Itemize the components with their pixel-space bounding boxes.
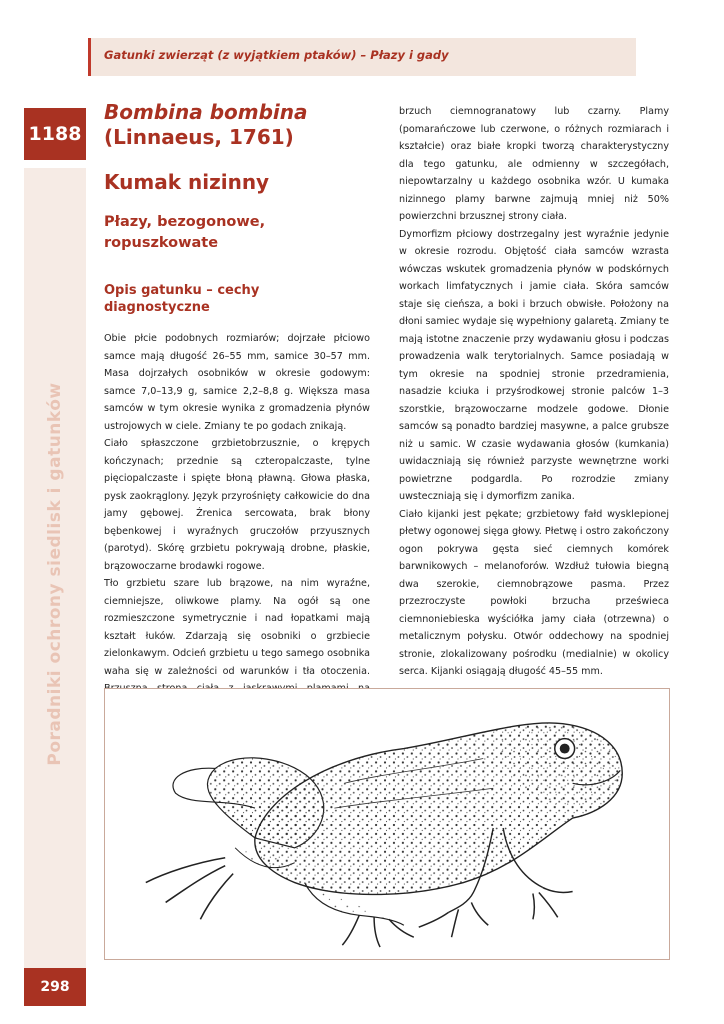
section-heading-description: Opis gatunku – cechy diagnostyczne: [104, 283, 260, 315]
taxonomy-line: Płazy, bezogonowe,: [104, 214, 266, 230]
species-polish-name: Kumak nizinny: [104, 170, 270, 194]
running-title: Gatunki zwierząt (z wyjątkiem ptaków) – Płazy i gady: [104, 48, 449, 62]
series-title-vertical: Poradniki ochrony siedlisk i gatunków: [45, 382, 65, 766]
species-title: [104, 100, 370, 150]
page-number: 298: [24, 968, 86, 1006]
paragraph: Ciało kijanki jest pękate; grzbietowy fałd wysklepionej płetwy ogonowej sięga głowy. Płetwę i ostro zakończony ogon pokrywa gęsta sieć ciemnych komórek barwnikowych – melanoforów. Wzdłuż tułowia biegną dwa szerokie, ciemnobrązowe pasma. Przez przezroczyste powłoki brzucha prześwieca ciemnoniebieska wyściółka jamy ciała (otrzewna) o metalicznym połysku. Otwór oddechowy na spodniej stronie, zlokalizowany pośrodku (medialnie) w okolicy serca. Kijanki osiągają długość 45–55 mm.: [399, 508, 669, 677]
paragraph: Obie płcie podobnych rozmiarów; dojrzałe płciowo samce mają długość 26–55 mm, samice 30–57 mm. Masa dojrzałych osobników w okresie godowym: samce 7,0–13,9 g, samice 2,2–8,8 g. Większa masa samców w tym okresie wynika z gromadzenia płynów ustrojowych w ciele. Zmiany te po godach znikają.: [104, 333, 370, 432]
toad-drawing: [105, 689, 669, 959]
paragraph: Tło grzbietu szare lub brązowe, na nim wyraźne, ciemniejsze, oliwkowe plamy. Na ogół są one rozmieszczone symetrycznie i nad łopatkami mają kształt łuków. Zdarzają się osobniki o grzbiecie zielonkawym. Odcień grzbietu u tego samego osobnika waha się w zależności od warunków i tła otoczenia.: [104, 578, 370, 677]
taxonomy-line: ropuszkowate: [104, 235, 219, 251]
paragraph: Dymorfizm płciowy dostrzegalny jest wyraźnie jedynie w okresie rozrodu. Objętość ciała samców wzrasta wówczas wskutek gromadzenia płynów w podskórnych workach limfatycznych i jamie ciała. Skóra samców staje się cieńsza, a boki i brzuch obwisłe. Położony na dłoni samiec wydaje się wypełniony galaretą. Zmiany te mają istotne znaczenie przy wydawaniu głosu i podczas prowadzenia walk terytorialnych. Samce posiadają w tym okresie na spodniej stronie przedramienia, nasadzie kciuka i przyśrodkowej stronie palców 1–3 szorstkie, brązowoczarne modzele godowe. Dłonie samców są ponadto bardziej masywne, a palce grubsze niż u samic. W czasie wydawania głosów (kumkania) uwidaczniają się również parzyste wewnętrzne worki powietrzne podgardla. Po rozrodzie zmiany uwsteczniają się i dymorfizm zanika.: [399, 228, 669, 502]
left-column: [104, 100, 370, 768]
paragraph: brzuch ciemnogranatowy lub czarny. Plamy (pomarańczowe lub czerwone, o różnych rozmiarach i kształcie) oraz białe kropki tworzą charakterystyczny dla tego gatunku, ale odmienny w szczegółach, niepowtarzalny u każdego osobnika wzór. U kumaka nizinnego plamy barwne zajmują mniej niż 50% powierzchni brzusznej strony ciała.: [399, 106, 669, 222]
toad-illustration: [104, 688, 670, 960]
taxonomy: [104, 212, 370, 254]
paragraph: Ciało spłaszczone grzbietobrzusznie, o krępych kończynach; przednie są czteropalczaste, tylne pięciopalczaste i spięte błoną pławną. Głowa płaska, pysk zaokrąglony. Język przyrośnięty całkowicie do dna jamy gębowej. Źrenica sercowata, brak błony bębenkowej i wyraźnych gruczołów przyusznych (parotyd). Skórę grzbietu pokrywają drobne, płaskie, brązowoczarne brodawki rogowe.: [104, 438, 370, 572]
species-latin-name: Bombina bombina: [104, 100, 308, 124]
species-code-badge: 1188: [24, 108, 86, 160]
species-author: (Linnaeus, 1761): [104, 125, 294, 149]
